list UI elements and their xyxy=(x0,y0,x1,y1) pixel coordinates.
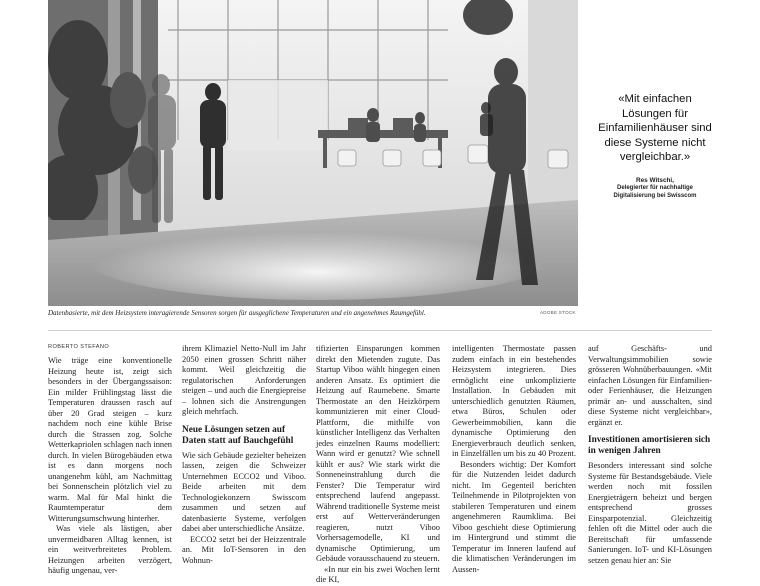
paragraph: tifizierten Einsparungen kommen direkt den Mietenden zugute. Das Startup Viboo wählt hingegen einen anderen Ansatz. Es optimiert die Heizung auf Raumebene. Smarte Thermostate an den Heizkörpern kommunizieren mit einer Cloud-Plattform, die mithilfe von künstlicher Intelligenz das Verhalten jedes einzelnen Raums modelliert: Wann wird er genutzt? Wie schnell kühlt er aus? Wie stark wirkt die Sonneneinstrahlung durch die Fenster? Die Temperatur wird entsprechend laufend angepasst. Während traditionelle Systeme meist erst auf Wetterveränderungen reagieren, nutzt Viboo Vorhersagemodelle, KI und dynamische Optimierung, um Gebäude vorausschauend zu steuern. xyxy=(316,344,440,563)
paragraph: Wie träge eine konventionelle Heizung heute ist, zeigt sich besonders in der Übergangssaison: Ein milder Frühlingstag lässt die Temperaturen draussen rasch auf über 20 Grad steigen – kurz nachdem noch eine kühle Brise durch die Strassen zog. Solche Wetterkapriolen schlagen nach innen durch. In vielen Bürogebäuden etwa ist es dann morgens noch unangenehm kühl, am Nachmittag bei Sonnenschein plötzlich viel zu warm. Mal für Mal hinkt die Raumtemperatur dem Witterungsumschwung hinterher. xyxy=(48,356,172,523)
section-divider xyxy=(48,330,712,331)
subheading: Neue Lösungen setzen auf Daten statt auf Bauchgefühl xyxy=(182,424,294,446)
paragraph: Wie sich Gebäude gezielter beheizen lassen, zeigen die Schweizer Unternehmen ECCO2 und Viboo. Beide arbeiten mit dem Technologiekonzern Swisscom zusammen und setzen auf datenbasierte Systeme, verfolgen dabei aber unterschiedliche Ansätze. xyxy=(182,450,306,533)
quote-role: Delegierter für nachhaltige Digitalisierung bei Swisscom xyxy=(613,184,697,199)
paragraph: Besonders wichtig: Der Komfort für die Nutzenden leidet dadurch nicht. Im Gegenteil berichten Teilnehmende in Pilotprojekten von stabileren Temperaturen und einem angenehmeren Raumklima. Bei Viboo geschieht diese Optimierung im Hintergrund und stimmt die Temperatur im Inneren laufend auf die klimatischen Veränderungen im Aussen- xyxy=(452,459,576,574)
subheading: Investitionen amortisieren sich in wenigen Jahren xyxy=(588,435,711,456)
article-column-3 xyxy=(316,344,440,586)
byline: ROBERTO STEFANO xyxy=(48,344,110,350)
article-column-4 xyxy=(452,344,576,575)
article-column-2 xyxy=(182,344,306,566)
paragraph: auf Geschäfts- und Verwaltungsimmobilien sowie grösseren Wohnüberbauungen. «Mit einfachen Lösungen für Einfamilien- oder Ferienhäuser, die Heizungen primär an- und ausschalten, sind diese Systeme nicht vergleichbar», ergänzt er. xyxy=(588,344,712,427)
pull-quote xyxy=(596,92,714,200)
quote-text: «Mit einfachen Lösungen für Einfamilienhäuser sind diese Systeme nicht vergleichbar.» xyxy=(598,93,712,164)
paragraph: ihrem Klimaziel Netto-Null im Jahr 2050 einen grossen Schritt näher kommt. Weil gleichzeitig die regulatorischen Anforderungen steigen – und auch die Energiepreise – lohnen sich die Anstrengungen gleich mehrfach. xyxy=(182,344,306,416)
photo-credit: ADOBE STOCK xyxy=(540,310,576,315)
photo-caption: Datenbasierte, mit dem Heizsystem interagierende Sensoren sorgen für ausgeglichene Temperaturen und ein angenehmes Raumgefühl. xyxy=(48,309,426,317)
paragraph: ECCO2 setzt bei der Heizzentrale an. Mit IoT-Sensoren in den Wohnun- xyxy=(182,534,306,565)
article-column-1 xyxy=(48,356,172,577)
paragraph: Besonders interessant sind solche Systeme für Bestandsgebäude. Viele werden noch mit fossilen Energieträgern beheizt und bergen entsprechend grosses Einsparpotenzial. Gleichzeitig fehlen oft die Mittel oder auch die Bereitschaft für umfassende Sanierungen. IoT- und KI-Lösungen setzen genau hier an: Sie xyxy=(588,461,712,565)
office-photo xyxy=(48,0,578,306)
article-column-5 xyxy=(588,344,712,566)
quote-author: Res Witschi, xyxy=(636,176,674,184)
paragraph: intelligenten Thermostate passen zudem einfach in ein bestehendes Heizsystem integrieren. Dies ermöglicht eine unkomplizierte Installation. In Gebäuden mit unterschiedlich genutzten Räumen, etwa Büros, Schulen oder Gewerbeimmobilien, kann die dynamische Optimierung den Energieverbrauch deutlich senken, in Einzelfällen um bis zu 40 Prozent. xyxy=(452,344,576,458)
paragraph: Was viele als lästigen, aber unvermeidbaren Alltag kennen, ist ein weitverbreitetes Problem. Heizungen arbeiten verzögert, häufig ungenau, ver- xyxy=(48,524,172,575)
paragraph: «In nur ein bis zwei Wochen lernt die KI, xyxy=(316,564,440,584)
